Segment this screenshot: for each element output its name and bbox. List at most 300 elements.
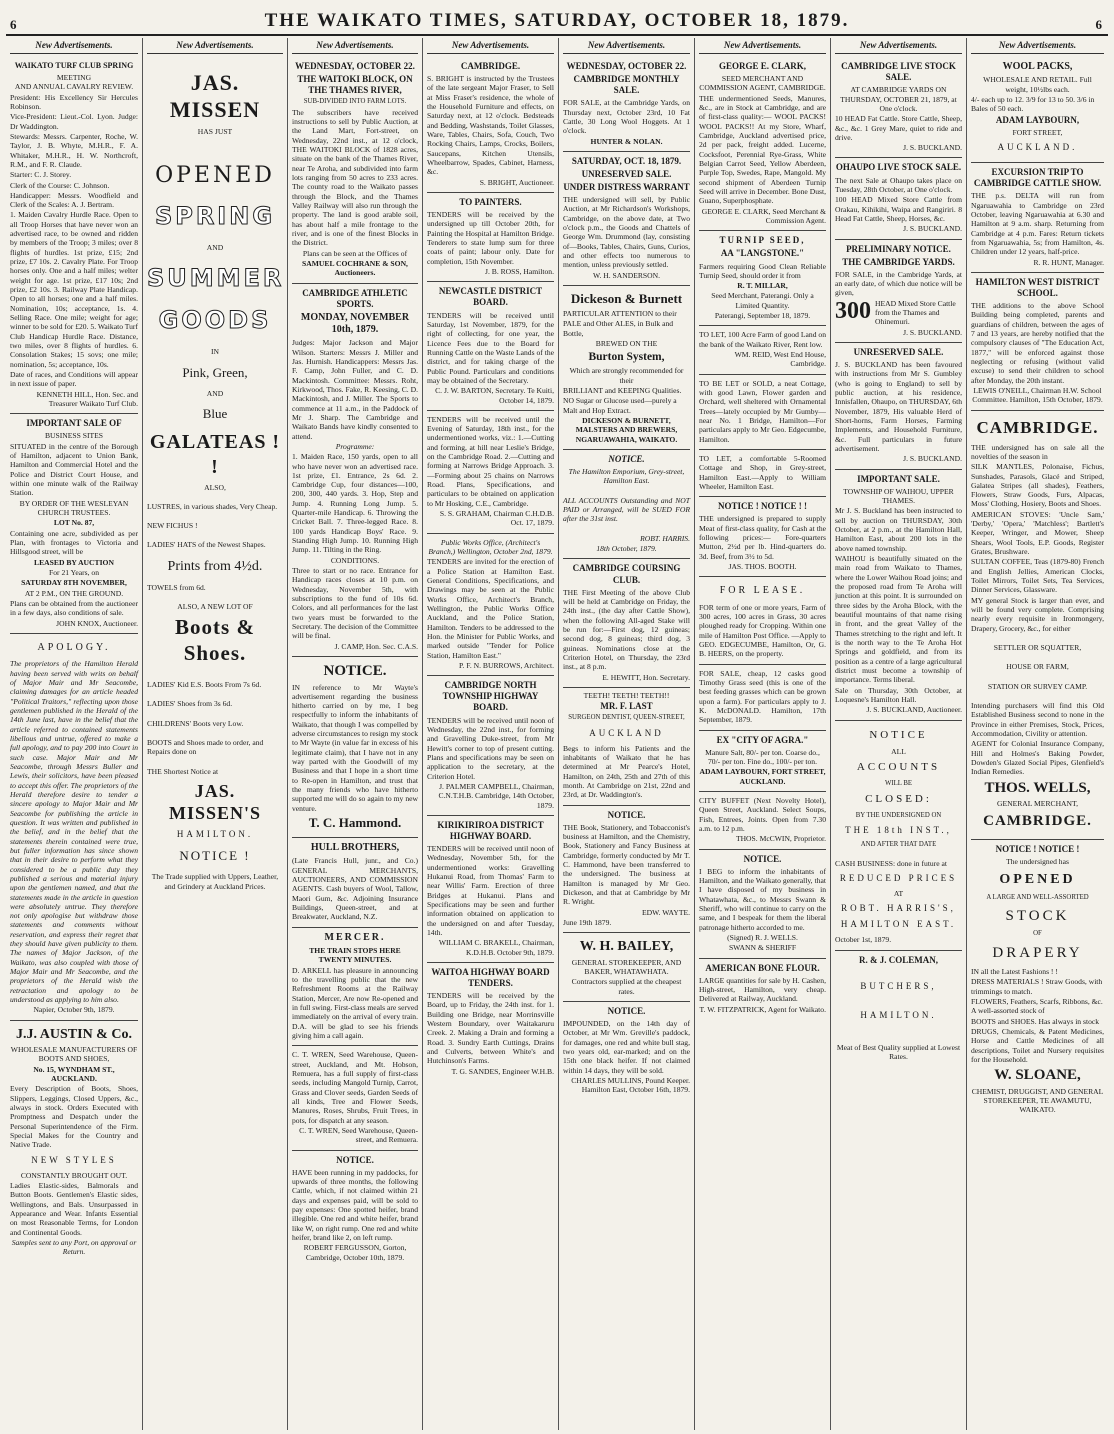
ad-text: Sale on Thursday, 30th October, at Loquesne's Hamilton Hall. — [835, 685, 962, 704]
ad-signature: HUNTER & NOLAN. — [590, 136, 663, 146]
ad-display: Boots & Shoes. — [175, 615, 255, 666]
ad-body: ALL ACCOUNTS Outstanding and NOT PAID or Arranged, will be SUED FOR after the 31st inst. — [563, 495, 690, 524]
ad-signature: SWANN & SHERIFF — [728, 943, 797, 953]
ad-subtitle: TEETH! TEETH! TEETH!! — [583, 690, 670, 700]
ad-signature: C. J. W. BARTON, Secretary. Te Kuiti, October 14, 1879. — [435, 386, 554, 405]
page-number-right: 6 — [1095, 17, 1102, 32]
ad-body: Every Description of Boots, Shoes, Slippers, Leggings, Closed Uppers, &c., always in stock. Orders Executed with Promptness and Despatch under the Personal Superintendence of the Firm. Special Makes for the Country and Native Trade. — [10, 1084, 138, 1150]
ad-body: TO LET, a comfortable 5-Roomed Cottage and Shop, in Grey-street, Hamilton East.—Apply to William Wheeler, Hamilton East. — [699, 454, 826, 492]
ad-unreserved-sale — [835, 343, 962, 470]
ad-for-lease — [699, 577, 826, 664]
ad-dickeson-burnett — [563, 286, 690, 450]
ad-body: THE First Meeting of the above Club will be held at Cambridge on Friday, the 24th inst., (the day after Cattle Show), when the following All-aged Stake will be run for:—First dog, 12 guineas; second dog, 8 guineas; third dog, 3 guineas. Nominations close at the Criterion Hotel, on Thursday, the 23rd inst., at 8 p.m. — [563, 587, 690, 672]
ad-text: AT 2 P.M., ON THE GROUND. — [24, 588, 124, 598]
column-header: New Advertisements. — [971, 40, 1104, 54]
ad-signature: ROBT. HARRIS. — [640, 533, 690, 543]
ad-title: WOOL PACKS, — [1002, 61, 1073, 73]
ad-subtitle: SURGEON DENTIST, QUEEN-STREET, — [568, 714, 685, 722]
page-number-left: 6 — [10, 17, 17, 32]
ad-title: JAS. MISSEN — [169, 70, 261, 123]
ad-signature: R. T. MILLAR, — [737, 281, 788, 291]
ad-date: October 1st, 1879. — [835, 935, 892, 945]
ad-text: Seed Merchant, Paterangi. Only a Limited Quantity. — [711, 291, 814, 310]
ad-text: LOT No. 87, — [53, 518, 95, 528]
ad-title: PRELIMINARY NOTICE. — [846, 243, 951, 254]
ad-signature: J. S. BUCKLAND. — [903, 224, 962, 234]
ad-display: JAS. MISSEN'S — [168, 781, 262, 824]
ad-date: WEDNESDAY, OCTOBER 22. — [295, 61, 415, 72]
ad-body: TO BE LET or SOLD, a neat Cottage, with good Lawn, Flower garden and Orchard, well sheltered with Ornamental Trees—lately occupied by Mr Gumby—near No. 1 Bridge, Hamilton—For particulars apply to Mr Geo. Edgecumbe, Hamilton. — [699, 378, 826, 444]
ad-display: SUMMER — [147, 264, 285, 293]
ad-title: IMPORTANT SALE OF — [26, 418, 122, 429]
ad-fergusson-notice — [292, 1151, 418, 1267]
column-3 — [288, 38, 423, 1430]
ad-text: Contractors supplied at the cheapest rates. — [571, 977, 682, 996]
columns — [6, 38, 1108, 1430]
ad-date: MONDAY, NOVEMBER 10th, 1879. — [300, 311, 410, 335]
ad-title: FOR LEASE. — [719, 585, 806, 597]
ad-body: LARGE quantities for sale by H. Cashen, High-street, Hamilton, very cheap. Delivered at Railway, Auckland. — [699, 975, 826, 1004]
ad-date: 18th October, 1879. — [596, 544, 657, 554]
newspaper-title: THE WAIKATO TIMES, SATURDAY, OCTOBER 18, 1879. — [264, 10, 850, 31]
ad-text: BY THE UNDERSIGNED ON — [855, 811, 942, 819]
ad-display: CLOSED: — [865, 793, 932, 806]
ad-title: CAMBRIDGE LIVE STOCK SALE. — [841, 61, 956, 83]
column-header: New Advertisements. — [292, 40, 418, 54]
ad-body: TENDERS will be received until Saturday, 1st November, 1879, for the right of collecting, for one year, the Licence Fees due to the Board for Running Cattle on the Waste Lands of the district, and for taking charge of the Public Pound. Particulars and conditions may be obtained of the Secretary. — [427, 310, 554, 385]
ad-wren-seeds — [292, 1046, 418, 1150]
ad-text: IN all the Latest Fashions ! ! — [971, 967, 1058, 977]
column-1 — [6, 38, 143, 1430]
ad-text: Clerk of the Course: C. Johnson. — [10, 180, 110, 190]
ad-body: The next Sale at Ohaupo takes place on Tuesday, 28th October, at One o'clock. — [835, 175, 962, 194]
ad-title: EX "CITY OF AGRA." — [716, 734, 809, 745]
ad-body: AT CAMBRIDGE YARDS ON THURSDAY, OCTOBER 21, 1879, at One o'clock. — [840, 85, 957, 113]
ad-signature: DICKESON & BURNETT, MALSTERS AND BREWERS, NGARUAWAHIA, WAIKATO. — [575, 416, 678, 444]
ad-body: TENDERS will be received by the Board, up to Friday, the 24th inst. for 1. Building one Bridge, near Morrinsville Western Boundary, over Waitakaruru Creek. 2. Making a Drain and forming a Road. 3. Sundry Earth Cuttings, Drains and Culverts, between White's and Hutchinson's Farms. — [427, 991, 554, 1066]
ad-sloane-drapery — [971, 840, 1104, 1120]
ad-text: HOUSE OR FARM, — [1006, 662, 1069, 672]
ad-signature: ADAM LAYBOURN, — [995, 114, 1080, 125]
ad-wells-notice — [699, 850, 826, 959]
ad-body: WAIHOU is beautifully situated on the main road from Waikato to Thames, where the Lower Waihou Road joins; and the proposed road from Te Aroha will junction at this point. It is surrounded on three sides by the Aroha Block, with the beautiful mountains of that name rising in front, and the great Valley of the Thames stretching to the right and left. It is the north way to the Te Aroha Hot Springs and goldfield, and from its position as a centre of a large agricultural district must become a township of importance. Terms liberal. — [835, 553, 962, 685]
ad-subtitle: HAMILTON. — [860, 1009, 937, 1020]
column-2 — [143, 38, 288, 1430]
ad-title: CAMBRIDGE NORTH TOWNSHIP HIGHWAY BOARD. — [442, 680, 539, 713]
ad-text: Plans can be seen at the Offices of — [302, 248, 408, 258]
ad-title: TO PAINTERS. — [459, 197, 522, 208]
ad-title: CAMBRIDGE. — [460, 61, 521, 72]
ad-body: The proprietors of the Hamilton Herald having been served with writs on behalf of Major Mair and Mr Seacombe, claiming damages for an article headed "Political Traitors," reflecting upon those gentlemen published in the Herald of the 14th June last, have in the belief that the article referred to contained statements libellous and untrue, offered to make a full apology, and to pay 200 into Court in such case. Major Mair and Mr Seacombe, through Messrs Buller and Lewis, their solicitors, have been pleased to accept this offer. The proprietors of the Herald therefore desire to tender a sincere apology to Major Mair and Mr Seacombe for publishing the article in question. It was written and published in the belief, and in the belief that the statements therein contained were true, but fuller information has since shown that in their desire to perform what they considered to be a public duty they published a serious and material injury upon the gentlemen named, and that the statements made in the article in question were absolutely untrue. They therefore not only apologise but withdraw those statements and comments without reservation, and express their regret that they should have given publicity to them. The names of Major Jackson, of the Waikato, was also coupled with those of Major Mair and Mr Seacombe, and the proprietors of the Herald wish the retractation and apology to be understood as applying to him also. — [10, 659, 138, 1005]
ad-title: NOTICE ! NOTICE ! — [995, 843, 1080, 854]
ad-text: STATION OR SURVEY CAMP. — [987, 681, 1088, 691]
ad-text: AUCKLAND — [589, 727, 664, 738]
ad-display: Pink, Green, — [182, 364, 248, 380]
ad-text: AUCKLAND. — [997, 142, 1078, 153]
ad-subtitle: CHEMIST, DRUGGIST, AND GENERAL STOREKEEPER, TE AWAMUTU, WAIKATO. — [971, 1086, 1104, 1115]
ad-text: NEW FICHUS ! — [147, 520, 198, 530]
ad-title: WAIKATO TURF CLUB SPRING — [14, 61, 134, 71]
ad-text: The Hamilton Emporium, Grey-street, Hamilton East. — [568, 467, 685, 486]
ad-city-buffet — [699, 792, 826, 850]
ad-text: Which are strongly recommended for their — [569, 366, 684, 385]
ad-subtitle: GENERAL MERCHANT, — [997, 799, 1078, 809]
ad-title: UNDER DISTRESS WARRANT — [563, 182, 690, 193]
ad-subtitle: BUSINESS SITES — [44, 431, 104, 441]
ad-date: SATURDAY, OCT. 18, 1879. — [571, 155, 682, 166]
ad-text: CHILDRENS' Boots very Low. — [147, 718, 244, 728]
ad-body: THE undermentioned Seeds, Manures, &c., are in Stock at Cambridge, and are of first-class quality:— WOOL PACKS! WOOL PACKS!! At my Store, Wharf, Cambridge, Auckland advertised price, 2d per pack, freight added. Lucerne, Cocksfoot, Perennial Rye-Grass, White Belgian Carrot Seed, Yellow Aberdeen, Purple Top, Swedes, Rape, Mangold. My second shipment of Aberdeen Turnip Seed will arrive in December. Bone Dust, Guano, Superphosphate. — [699, 93, 826, 206]
ad-missen — [147, 57, 283, 891]
ad-title: WAITOA HIGHWAY BOARD TENDERS. — [431, 966, 550, 988]
ad-text: A LARGE AND WELL-ASSORTED — [986, 893, 1089, 901]
ad-meat-notice — [699, 497, 826, 577]
ad-signature: T. W. FITZPATRICK, Agent for Waikato. — [699, 1004, 826, 1014]
ad-signature: CHARLES MULLINS, Pound Keeper. Hamilton East, October 16th, 1879. — [571, 1075, 690, 1095]
ad-signature: T. C. Hammond. — [308, 815, 402, 831]
ad-title: TURNIP SEED, — [719, 235, 806, 246]
ad-text: LADIES' HATS of the Newest Shapes. — [147, 540, 266, 550]
ad-body: MY general Stock is larger than ever, and will be found very complete. Comprising nearly every requisite in Ironmongery, Drapery, Grocery, &c., for either — [971, 595, 1104, 633]
ad-text: WILL BE — [884, 779, 913, 787]
ad-date: Paterangi, September 18, 1879. — [714, 311, 811, 321]
ad-text: ALSO, — [204, 483, 226, 493]
ad-subtitle: AA "LANGSTONE." — [720, 248, 805, 259]
ad-text: AND — [206, 388, 224, 398]
ad-title: NOTICE. — [607, 809, 646, 820]
ad-painters — [427, 193, 554, 282]
ad-body: HAVE been running in my paddocks, for upwards of three months, the following Cattle, which, if not claimed within 21 days and expenses paid, will be sold to pay expenses: One spotted heifer, brand illegible. One red and white heifer, brand like W, on right rump. One red and white heifer, brand like 2, on left rump. — [292, 1167, 418, 1242]
ad-signature: J. S. BUCKLAND. — [903, 143, 962, 153]
ad-subtitle: CAMBRIDGE. — [983, 813, 1092, 830]
ad-body: The subscribers have received instructions to sell by Public Auction, at the Land Mart, Fort-street, on Wednesday, 22nd inst., at 12 o'clock, THE WAITOKI BLOCK of 1828 acres, situate on the bank of the Thames River, near Te Aroha, and subdivided into farm lots ranging from 50 acres to 233 acres. The county road to the Waikato passes through the Block, and the Thames Valley Railway will also run through the property. The land is good arable soil, has about half a mile frontage to the river, and is one of the finest Blocks in the District. — [292, 107, 418, 248]
ad-signature: J. S. BUCKLAND, Auctioneer. — [866, 705, 962, 715]
ad-text: SATURDAY 8TH NOVEMBER, — [21, 578, 127, 588]
column-header: New Advertisements. — [835, 40, 962, 54]
ad-body: Farmers requiring Good Clean Reliable Turnip Seed, should order it from — [699, 261, 826, 280]
ad-signature: J. B. ROSS, Hamilton. — [485, 267, 554, 277]
ad-body: CITY BUFFET (Next Novelty Hotel), Queen Street, Auckland. Select Soups, Fish, Entrees, Joints. Open from 7.30 a.m. to 12 p.m. — [699, 796, 826, 834]
ad-text: No. 15, WYNDHAM ST., AUCKLAND. — [33, 1064, 115, 1083]
ad-title: UNRESERVED SALE. — [581, 168, 672, 179]
ad-body: THE Book, Stationery, and Tobacconist's business at Hamilton, and the Chemistry, Book, Stationery and Fancy Business at Cambridge, formerly conducted by Mr T. C. Hammond, have been transferred to the undersigned. The business at Hamilton is managed by Mr Geo. Dickeson, and that at Cambridge by Mr R. Wright. — [563, 822, 690, 907]
ad-text: LUSTRES, in various shades, Very Cheap. — [147, 501, 278, 511]
ad-body: IMPOUNDED, on the 14th day of October, at Mr Wm. Greville's paddock, for damages, one red and white bull stag, two years old, ear-marked; and on the 15th one black heifer. If not claimed within 14 days, they will be sold. — [563, 1018, 690, 1075]
ad-bailey — [563, 933, 690, 1002]
column-header: New Advertisements. — [147, 40, 283, 54]
ad-subtitle: SEED MERCHANT AND COMMISSION AGENT, CAMBRIDGE. — [699, 74, 826, 93]
ad-signature: W. H. SANDERSON. — [592, 270, 661, 280]
ad-text: For 21 Years, on — [49, 568, 99, 578]
masthead — [6, 8, 1108, 36]
ad-subtitle: WHOLESALE MANUFACTURERS OF BOOTS AND SHOES, — [10, 1044, 138, 1064]
ad-body: (Late Francis Hull, junr., and Co.) GENERAL MERCHANTS, AUCTIONEERS, AND COMMISSION AGENTS. Cash buyers of Wool, Tallow, Maori Gum, &c. Adjoining Insurance Buildings, Queen-street, and at Breakwater, Auckland, N.Z. — [292, 856, 418, 922]
ad-body: IN reference to Mr Wayte's advertisement regarding the business hitherto carried on by me, I beg respectfully to inform the inhabitants of Waikato, that though I was compelled by adverse circumstances to resign my stock to Mr Wayte (in value far in excess of his legitimate claim), that I have not in any way parted with the Goodwill of my Business and that I hope in a short time to Re-open in Hamilton, and trust that the many friends who have hitherto supported me will do so again to my new venture. — [292, 682, 418, 813]
ad-body: Mr J. S. Buckland has been instructed to sell by auction on THURSDAY, 30th October, at 2 p.m., at the Hamilton Hall, Hamilton East, about 200 lots in the above named township. — [835, 506, 962, 553]
ad-monthly-sale — [563, 57, 690, 152]
ad-title: CAMBRIDGE COURSING CLUB. — [572, 563, 681, 585]
ad-display: SPRING — [154, 201, 276, 230]
ad-text: The undersigned has — [1006, 856, 1069, 866]
ad-body: Intending purchasers will find this Old Established Business second to none in the Province in either Premises, Stock, Prices, Accommodation, Civility or attention. — [971, 701, 1104, 739]
ad-cambridge-yards — [835, 240, 962, 343]
ad-dentist — [563, 688, 690, 806]
ad-body: S. BRIGHT is instructed by the Trustees of the late sergeant Major Fraser, to Sell at Miss Fraser's residence, the whole of the Household Furniture and effects, on Saturday next, at 12 o'clock. Bedsteads and Bedding, Washstands, Toilet Glasses, Ware, Tables, Chairs, Sofa, Couch, Two Rocking Chairs, Lamps, Crocks, Boilers, Saucepans, Kitchen Utensils, Wheelbarrow, Spades, Cabinet, Harness, &c. — [427, 74, 554, 177]
ad-date: June 19th 1879. — [563, 917, 612, 927]
ad-title: Dickeson & Burnett — [570, 291, 683, 307]
ad-body: TENDERS will be received until the Evening of Saturday, 18th inst., for the undermentioned works, viz.: 1.—Cutting and forming, at hill near Leslie's Bridge, on the Cambridge Road. 2.—Cutting and forming at Narrows Bridge Approach. 3.—Forming about 25 chains on Narrows Road. Plans, Specifications, and particulars to be obtained on application to Mr Hosking, C.E., Cambridge. — [427, 414, 554, 508]
ad-text: HAMILTON. — [176, 829, 254, 840]
ad-signature: J. S. BUCKLAND. — [903, 327, 962, 337]
ad-text: CASH BUSINESS: done in future at — [835, 858, 948, 868]
ad-text: Starter: C. J. Storey. — [10, 170, 72, 180]
ad-body: THE undersigned is prepared to supply Meat of first-class quality, for Cash at the following prices:— Fore-quarters Mutton, 2½d per lb. Hind-quarters do. 3d. Beef, from 3½ to 5d. — [699, 514, 826, 561]
ad-body: I BEG to inform the inhabitants of Hamilton, and the Waikato generally, that I have disposed of my business in Whatawhata, &c., to Messrs Swann & Sheriff, who will continue to carry on the same, and I bespeak for them the liberal patronage hitherto accorded to me. — [699, 866, 826, 932]
ad-body: 4/- each up to 12. 3/9 for 13 to 50. 3/6 in Bales of 50 each. — [971, 95, 1095, 114]
ad-body: TENDERS will be received until noon of Wednesday, November 5th, for the undermentioned works: Gravelling Hukanui Road, from Thomas' Farm to near Willis' Farm. Erection of three Bridges at Hukanui. Plans and Specifications may be seen and further information obtained on application to the undersigned on and after Tuesday, 14th. — [427, 843, 554, 937]
ad-title: CAMBRIDGE MONTHLY SALE. — [573, 74, 680, 96]
column-5 — [559, 38, 695, 1430]
ad-body: FOR SALE, at the Cambridge Yards, on Thursday next, October 23rd, 10 Fat Cattle, 30 Long Wool Hoggets. At 1 o'clock. — [563, 98, 690, 136]
ad-body: FOR SALE, in the Cambridge Yards, at an early date, of which due notice will be given, — [835, 269, 962, 298]
ad-body: FOR term of one or more years, Farm of 300 acres, 100 acres in Grass, 30 acres ploughed ready for Cropping. Within one mile of Hamilton Post Office. —Apply to GEO. EDGECUMBE, Hamilton, Or, G. B. HEERS, on the property. — [699, 602, 826, 659]
ad-body: FOR SALE, cheap, 12 casks good Timothy Grass seed (this is one of the best feeding grasses which can be grown upon a farm). For particulars apply to J. K. McDONALD. Hamilton, 17th September, 1879. — [699, 668, 826, 725]
ad-text: HEAD Mixed Store Cattle from the Thames and Ohinemuri. — [875, 298, 956, 327]
ad-body: Three to start or no race. Entrance for Handicap races closes at 10 p.m. on Wednesday, November 5th, with subscriptions to the fund of 10s 6d. Colors, and all performances for the last two years must be forwarded to the Secretary. The decision of the Committee will be final. — [292, 566, 418, 641]
ad-title: HAMILTON WEST DISTRICT SCHOOL. — [975, 276, 1100, 298]
column-8 — [967, 38, 1108, 1430]
ad-signature: THOS. WELLS, — [984, 779, 1091, 796]
ad-signature: J. CAMP, Hon. Sec. C.A.S. — [334, 641, 418, 651]
ad-signature: J. PALMER CAMPBELL, Chairman, C.N.T.H.B. Cambridge, 14th October, 1879. — [438, 781, 554, 810]
ad-wells-store — [971, 411, 1104, 840]
ad-display: HAMILTON EAST. — [840, 919, 957, 930]
ad-subtitle: AND ANNUAL CAVALRY REVIEW. — [14, 82, 134, 92]
ad-text: LADIES' Kid E.S. Boots From 7s 6d. — [147, 680, 262, 690]
ad-body: C. T. WREN, Seed Warehouse, Queen-street, Auckland, and Mt. Hobson, Remuera, has a full supply of first-class seeds, including Mangold Turnip, Carrot, Grass and Clover seeds, Garden Seeds of all kinds, Tree and Flower Seeds, Manures, Roses, Shrubs, Fruit Trees, in pots, for dispatch at any season. — [292, 1050, 418, 1125]
ad-austin — [10, 1021, 138, 1262]
ad-display: REDUCED PRICES — [839, 872, 958, 883]
ad-coursing-club — [563, 559, 690, 687]
ad-title: HULL BROTHERS, — [310, 842, 400, 854]
ad-text: OF — [1033, 930, 1042, 938]
ad-title: MERCER. — [324, 931, 386, 943]
ad-north-township — [427, 676, 554, 815]
ad-public-works — [427, 534, 554, 677]
ad-display: Burton System, — [588, 351, 665, 364]
ad-body: TENDERS are invited for the erection of a Police Station at Hamilton East. General Conditions, Specifications, and Drawings may be seen at the Public Works Office, Architect's Branch, Wellington, the Public Works Office Auckland, and the Police Station, Hamilton. Tenders to be addressed to the Hon. the Minister for Public Works, and marked outside "Tender for Police Station, Hamilton East." — [427, 557, 554, 660]
ad-text: FORT STREET, — [1012, 127, 1063, 137]
ad-harris-accounts — [835, 721, 962, 951]
ad-text: CONSTANTLY BROUGHT OUT. — [20, 1170, 128, 1180]
ad-waitoki-block — [292, 57, 418, 283]
ad-timothy-seed — [699, 665, 826, 731]
ad-body: THE p.s. DELTA will run from Ngaruawahia to Cambridge on 23rd October, leaving Ngaruawahia at 6.30 and Hamilton at 9 a.m. sharp. Returning from Cambridge at 4 p.m. Fares: Return tickets from Ngaruawahia, 5s; from Hamilton, 4s. Children under 12 years, half-price. — [971, 191, 1104, 257]
ad-body: THE undersigned will sell, by Public Auction, at Mr Richardson's Workshops, Cambridge, on the above date, at Two o'clock p.m., the Goods and Chattels of George Wm. Drummond (lay, consisting of—Books, Tables, Chairs, Guns, Curios, and other effects too numerous to mention, unless previously settled. — [563, 195, 690, 270]
ad-school — [971, 273, 1104, 411]
ad-city-of-agra — [699, 731, 826, 792]
ad-text: ALSO, A NEW LOT OF — [177, 602, 253, 612]
ad-title: UNRESERVED SALE. — [853, 346, 944, 357]
ad-ohaupo-sale — [835, 158, 962, 239]
ad-text: President: His Excellency Sir Hercules Robinson. — [10, 92, 138, 111]
ad-signature: ADAM LAYBOURN, FORT STREET, AUCKLAND. — [699, 767, 826, 786]
ad-display: GOODS — [158, 305, 272, 334]
ad-date: WEDNESDAY, OCTOBER 22. — [566, 61, 687, 72]
ad-subtitle: BUTCHERS, — [860, 980, 937, 991]
ad-signature: JOHN KNOX, Auctioneer. — [56, 618, 138, 628]
ad-text: Vice-President: Lieut.-Col. Lyon. Judge: Dr Waddington. — [10, 112, 138, 131]
ad-title: W. H. BAILEY, — [579, 939, 674, 955]
ad-signature: THOS. McCWIN, Proprietor. — [735, 834, 826, 844]
ad-title: CAMBRIDGE ATHLETIC SPORTS. — [302, 287, 408, 309]
ad-body: 100 HEAD Mixed Store Cattle from Orakau, Kihikihi, Waipa and Rangiriri. 8 Head Fat Cattle, Sheep, Horses, &c. — [835, 195, 962, 223]
ad-signature: W. SLOANE, — [994, 1067, 1081, 1084]
ad-body: J. S. BUCKLAND has been favoured with instructions from Mr S. Gumbley (who is going to England) to sell by public auction, at his residence, Innisfallen, Ohaupo, on THURSDAY, 6th November, 1879, His valuable Herd of Short-horns, Farm Horses, Farming Implements, and Household Furniture, &c. Full particulars in future advertisement. — [835, 360, 962, 453]
ad-turf-club — [10, 57, 138, 414]
column-6 — [695, 38, 831, 1430]
ad-hull-brothers — [292, 838, 418, 928]
ad-body: THE additions to the above School Building being completed, parents and guardians of children, between the ages of 7 and 13 years, are hereby notified that the compulsory clauses of "The Education Act, 1877," will be enforced against those neglecting or refusing (without valid excuse) to send their children to school after Monday, the 20th instant. — [971, 301, 1104, 385]
ad-text: Handicapper: Messrs. Woodfield and Clerk of the Scales: A. J. Bertram. — [10, 190, 138, 210]
ad-signature: T. G. SANDES, Engineer W.H.B. — [451, 1066, 554, 1076]
ad-to-let-shop — [699, 450, 826, 497]
ad-title: NOTICE. — [743, 853, 782, 864]
ad-text: BOOTS and SHOES. Has always in stock — [971, 1016, 1100, 1026]
ad-display: Prints from 4½d. — [167, 558, 263, 574]
ad-signature: S. S. GRAHAM, Chairman C.H.D.B. Oct. 17, 1879. — [439, 509, 554, 528]
ad-text: FLOWERS, Feathers, Scarfs, Ribbons, &c. A well-assorted stock of — [971, 997, 1103, 1016]
ad-coleman-butchers — [835, 951, 962, 1067]
ad-display: NOTICE ! — [179, 848, 251, 864]
ad-text: Stewards: Messrs. Carpenter, Roche, W. Taylor, J. B. Whyte, M.H.R., F. A. Whitaker, M.H.R., H. W. Northcroft, R.M., and F. R. Claude. — [10, 131, 138, 169]
ad-body: 1. Maiden Race, 150 yards, open to all who have never won an advertised race. 1st prize, £1. Entrance, 2s 6d. 2. Cambridge Cup, four distances—100, 200, 300, 440 yards. 3. Hop, Step and Jump. 4. Running Long Jump. 5. Quarter-mile Handicap. 6. Throwing the Cricket Ball. 7. Three-legged Race. 8. 100 yards Handicap Boys' Race. 9. Standing High Jump. 10. Running High Jump. 11. Tilting in the Ring. — [292, 452, 418, 555]
ad-text: Meat of Best Quality supplied at Lowest Rates. — [836, 1042, 961, 1062]
ad-text: NO Sugar or Glucose used—purely a Malt and Hop Extract. — [563, 396, 677, 415]
column-header: New Advertisements. — [10, 40, 138, 54]
ad-title: KIRIKIRIROA DISTRICT HIGHWAY BOARD. — [437, 819, 544, 841]
ad-excursion — [971, 163, 1104, 273]
ad-signature: KENNETH HILL, Hon. Sec. and Treasurer Waikato Turf Club. — [36, 389, 138, 409]
ad-text: Containing one acre, subdivided as per Plan, with frontages to Victoria and Hillsgood street, will be — [10, 528, 138, 557]
ad-clark-seeds — [699, 57, 826, 231]
ad-body: AMERICAN STOVES: 'Uncle Sam,' 'Derby,' 'Opera,' 'Matchless'; Bartlett's Keeper, Wringer, and Mower, Sheep Shears, Wool Tools, E.P. Goods, Register Grates, Brushware. — [971, 509, 1104, 557]
ad-signature: J. S. BUCKLAND. — [903, 454, 962, 464]
ad-body: AGENT for Colonial Insurance Company, Hill and Holmes's Baking Powder, Dowden's Glazed Social Pipes, Glenfield's Indian Remedies. — [971, 739, 1104, 777]
ad-body: SULTAN COFFEE, Teas (1879-80) French and English Jellies, American Clocks, Toilet Mirrors, Toilet Sets, Tea Services, Dinner Services, Glassware. — [971, 557, 1104, 595]
ad-subtitle: THE TRAIN STOPS HERE TWENTY MINUTES. — [309, 945, 401, 965]
ad-title: APOLOGY. — [37, 642, 111, 653]
ad-impounded — [563, 1002, 690, 1100]
ad-signature: GEORGE E. CLARK, Seed Merchant & Commission Agent. — [701, 206, 826, 226]
ad-wool-packs — [971, 57, 1104, 163]
ad-waitoa — [427, 963, 554, 1081]
ad-signature: E. HEWITT, Hon. Secretary. — [602, 672, 690, 682]
ad-title: NEWCASTLE DISTRICT BOARD. — [438, 286, 543, 308]
ad-body: TO LET, 100 Acre Farm of good Land on the bank of the Waikato River, Rent low. — [699, 330, 826, 349]
ad-text: LEASED BY AUCTION — [34, 557, 114, 567]
ad-body: WHOLESALE AND RETAIL. Full weight, 10½lbs each. — [983, 75, 1092, 94]
ad-display: Blue — [202, 406, 228, 422]
ad-signature: S. BRIGHT, Auctioneer. — [479, 177, 554, 187]
ad-signature: (Signed) R. J. WELLS. — [727, 933, 798, 943]
ad-title: OHAUPO LIVE STOCK SALE. — [835, 162, 962, 173]
ad-subtitle: GENERAL STOREKEEPER, AND BAKER, WHATAWHATA. — [571, 957, 682, 976]
ad-business-sites — [10, 414, 138, 634]
ad-mercer — [292, 928, 418, 1047]
ad-figure: 300 — [835, 297, 871, 324]
ad-display: STOCK — [1005, 907, 1070, 924]
ad-subtitle: Public Works Office, (Architect's Branch,) Wellington, October 2nd, 1879. — [428, 537, 553, 557]
ad-display: ROBT. HARRIS'S, — [841, 903, 956, 914]
ad-distress-sale — [563, 152, 690, 286]
ad-text: AND — [206, 243, 224, 253]
ad-title: J.J. AUSTIN & Co. — [16, 1026, 132, 1042]
ad-body: Manure Salt, 80/- per ton. Coarse do., 70/- per ton. Fine do., 100/- per ton. — [705, 747, 820, 767]
ad-title: NOTICE. — [608, 454, 645, 465]
ad-body: Judges: Major Jackson and Major Wilson. Starters: Messrs J. Miller and Jas. Hurnish. Handicappers: Messrs Jas. F. Camp, John Fuller, and C. D. Mackintosh. Committee: Messrs. Roht, Kirkwood, Thos. Fake, R. Keesing, C. D. Mackintosh, and J. Miller. The Sports to commence at 11 a.m., in the Paddock of Mr J. Sharp. The Cambridge and Waikato Bands have kindly consented to attend. — [292, 338, 418, 441]
ad-text: PALE and Other ALES, in Bulk and Bottle, — [563, 319, 674, 338]
ad-title: GEORGE E. CLARK, — [718, 61, 806, 72]
ad-title: NOTICE ! NOTICE ! ! — [717, 501, 807, 512]
ad-display: DRAPERY — [992, 944, 1083, 961]
ad-signature: SAMUEL COCHRANE & SON, Auctioneers. — [302, 258, 408, 278]
ad-signature: EDW. WAYTE. — [641, 907, 690, 917]
ad-title: R. & J. COLEMAN, — [859, 954, 938, 965]
ad-text: The Trade supplied with Uppers, Leather, and Grindery at Auckland Prices. — [151, 872, 279, 891]
ad-display: THE 18th INST., — [845, 825, 952, 836]
ad-to-let-farm — [699, 326, 826, 374]
ad-signature: WM. REID, West End House, Cambridge. — [734, 350, 826, 369]
ad-display: GALATEAS ! ! — [149, 431, 281, 478]
ad-text: BY ORDER OF THE WESLEYAN CHURCH TRUSTEES. — [19, 498, 129, 518]
ad-turnip-seed — [699, 231, 826, 326]
ad-title: EXCURSION TRIP TO CAMBRIDGE CATTLE SHOW. — [973, 167, 1102, 189]
ad-text: BRILLIANT and KEEPING Qualities. — [563, 386, 682, 396]
ad-text: TOWELS from 6d. — [147, 582, 206, 592]
column-7 — [831, 38, 967, 1430]
ad-signature: WILLIAM C. BRAKELL, Chairman, K.D.H.B. October 9th, 1879. — [438, 938, 554, 957]
ad-wayte-notice — [563, 806, 690, 934]
ad-signature: JAS. THOS. BOOTH. — [728, 562, 797, 572]
ad-text: IN — [210, 347, 219, 357]
ad-text: ALL — [891, 747, 906, 757]
ad-bone-flour — [699, 959, 826, 1019]
ad-subtitle: MEETING — [56, 72, 92, 82]
ad-body: Begs to inform his Patients and the inhabitants of Waikato that he has determined at Mr Pearce's Hotel, Hamilton, on 24th, 25th and 27th of this month. At Cambridge on 21st, 22nd and 23rd, at Dr. Waddington's. — [563, 743, 690, 800]
ad-text: Date of races, and Conditions will appear in next issue of paper. — [10, 370, 138, 389]
ad-athletic-sports — [292, 284, 418, 658]
ad-text: AT — [893, 888, 904, 898]
ad-title: AMERICAN BONE FLOUR. — [705, 962, 820, 973]
ad-waihou-township — [835, 470, 962, 721]
ad-body: TENDERS will be received until noon of Wednesday, the 22nd inst., for forming and Gravelling Duke-street, from Mr Hewitt's corner to top of present cutting. Plans and specifications may be seen on application to the secretary, at the Criterion Hotel. — [427, 715, 554, 781]
ad-text: HAS JUST — [197, 127, 233, 137]
ad-title: THE WAITOKI BLOCK, ON THE THAMES RIVER, — [297, 74, 413, 96]
ad-title: NOTICE. — [607, 1005, 646, 1016]
ad-body: TENDERS will be received by the undersigned up till October 20th, for Painting the Hospital at Hamilton Bridge. Tenderers to state lump sum for three coats of paint; labour only. Date for completion, 15th November. — [427, 210, 554, 266]
ad-display: ACCOUNTS — [856, 761, 941, 774]
ad-text: DRUGS, Chemicals, & Patent Medicines, Horse and Cattle Medicines of all descriptions, Toilet and Nursery requisites for the Household. — [971, 1027, 1104, 1065]
column-header: New Advertisements. — [699, 40, 826, 54]
ad-body: Ladies Elastic-sides, Balmorals and Button Boots. Gentlemen's Elastic sides, Wellingtons, and Bals. Unsurpassed in Appearance and Wear. Infants Essential on most Reasonable Terms, for London and Continental Goods. — [10, 1180, 138, 1237]
column-header: New Advertisements. — [563, 40, 690, 54]
ad-signature: LEWIS O'NEILL, Chairman H.W. School Committee. Hamilton, 15th October, 1879. — [972, 385, 1103, 405]
ad-text: CONDITIONS. — [330, 555, 380, 565]
ad-text: BOOTS and Shoes made to order, and Repairs done on — [147, 738, 264, 757]
ad-body: SILK MANTLES, Polonaise, Fichus, Sunshades, Parasols, Glacé and Striped, Galatea Stripes (all shades), Feathers, Flowers, Straw Goods, Furs, Alpacas, Moss' Clothing, Hosiery, Boots and Shoes. — [971, 462, 1104, 509]
ad-title: NOTICE. — [323, 663, 387, 680]
